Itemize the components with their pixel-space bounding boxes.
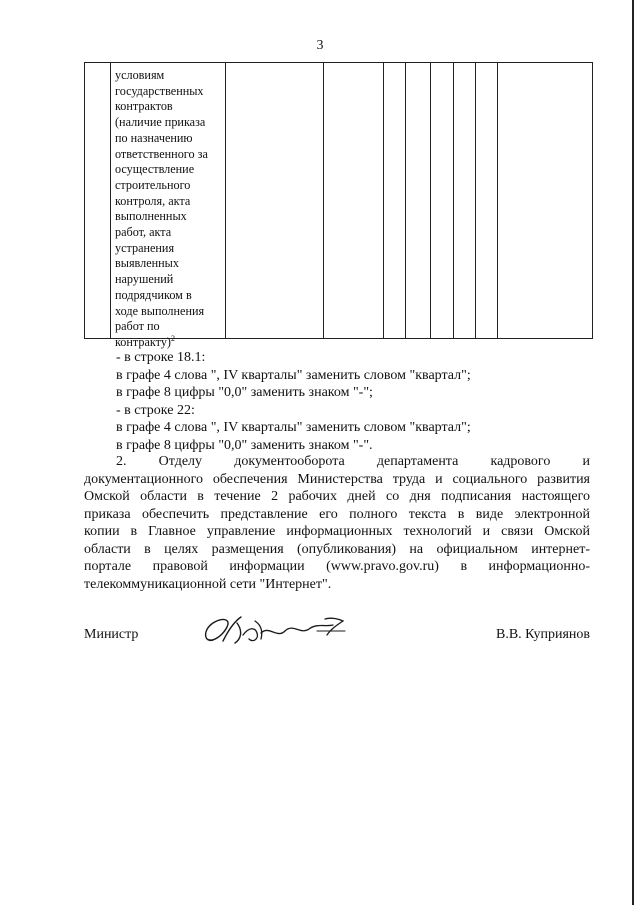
cell-line: по назначению bbox=[115, 130, 193, 145]
paragraph-line: 2. Отделу документооборота департамента кадрового и bbox=[116, 454, 590, 469]
table-fragment bbox=[84, 62, 593, 349]
signature-block bbox=[84, 617, 590, 657]
cell-line: выполненных bbox=[115, 209, 187, 224]
amendment-line: в графе 8 цифры "0,0" заменить знаком "-"; bbox=[116, 385, 373, 400]
cell-line: условиям bbox=[115, 68, 165, 82]
amendment-line: - в строке 22: bbox=[116, 402, 195, 418]
cell-line: нарушений bbox=[115, 272, 174, 287]
table-column-divider bbox=[497, 63, 498, 338]
paragraph-line: телекоммуникационной сети "Интернет". bbox=[84, 576, 332, 592]
paragraph-line: Омской области в течение 2 рабочих дней со дня подписания настоящего bbox=[84, 489, 590, 504]
table-column-divider bbox=[225, 63, 226, 338]
paragraph-2 bbox=[84, 453, 590, 593]
cell-line: выявленных bbox=[115, 256, 179, 271]
footnote-mark: 2 bbox=[170, 333, 175, 343]
amendments-block bbox=[84, 349, 590, 454]
amendment-line: - в строке 18.1: bbox=[116, 350, 206, 365]
cell-line: подрядчиком в bbox=[115, 287, 192, 302]
cell-line: ответственного за bbox=[115, 146, 208, 161]
cell-line: государственных bbox=[115, 83, 204, 98]
table-column-divider bbox=[475, 63, 476, 338]
amendment-line: в графе 8 цифры "0,0" заменить знаком "-". bbox=[116, 437, 373, 453]
cell-line: ходе выполнения bbox=[115, 303, 205, 318]
page-number: 3 bbox=[316, 38, 324, 53]
table-column-divider bbox=[383, 63, 384, 338]
cell-line: строительного bbox=[115, 177, 191, 192]
paragraph-line: копии в Главное управление информационных технологий и связи Омской bbox=[84, 524, 590, 539]
amendment-line: в графе 4 слова ", IV кварталы" заменить словом "квартал"; bbox=[116, 367, 471, 383]
paragraph-line: документационного обеспечения Министерства труда и социального развития bbox=[84, 471, 590, 487]
cell-line: контроля, акта bbox=[115, 193, 191, 208]
table-column-divider bbox=[323, 63, 324, 338]
cell-line: осуществление bbox=[115, 162, 195, 177]
cell-line: (наличие приказа bbox=[115, 115, 206, 130]
handwritten-signature bbox=[197, 609, 357, 654]
cell-line-text: контракту) bbox=[115, 334, 171, 349]
signatory-name: В.В. Куприянов bbox=[496, 627, 590, 642]
table-column-divider bbox=[405, 63, 406, 338]
paragraph-line: портале правовой информации (www.pravo.gov.ru) в информационно- bbox=[84, 559, 590, 574]
paragraph-line: области в целях размещения (опубликования) на официальном интернет- bbox=[84, 541, 590, 557]
table-column-divider bbox=[453, 63, 454, 338]
table-column-divider bbox=[430, 63, 431, 338]
cell-line: устранения bbox=[115, 240, 175, 255]
cell-line: контрактов bbox=[115, 99, 173, 114]
page-edge bbox=[632, 0, 634, 905]
signatory-title: Министр bbox=[84, 627, 139, 642]
cell-line: работ по bbox=[115, 319, 160, 334]
cell-line: работ, акта bbox=[115, 225, 172, 240]
amendment-line: в графе 4 слова ", IV кварталы" заменить словом "квартал"; bbox=[116, 420, 471, 435]
paragraph-line: приказа обеспечить представление его полного текста в виде электронной bbox=[84, 506, 590, 522]
table-cell-text bbox=[115, 68, 223, 351]
table-column-divider bbox=[110, 63, 111, 338]
